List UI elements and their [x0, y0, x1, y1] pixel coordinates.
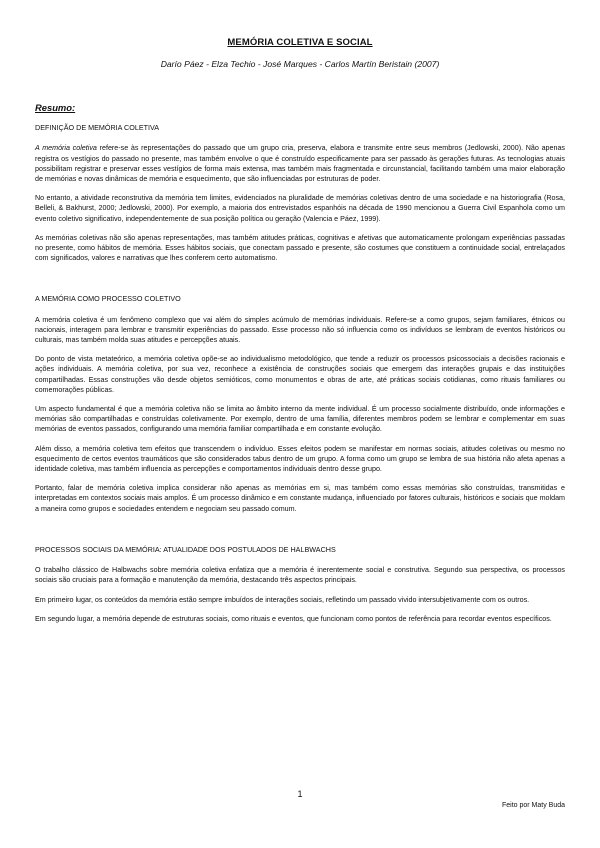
paragraph: Portanto, falar de memória coletiva implica considerar não apenas as memórias em si, mas também como essas memórias são construídas, transmitidas e interpretadas em contextos sociais mais amplos. É um processo dinâmico e em constante mudança, influenciado por fatores culturais, históricos e sociais que moldam a maneira como grupos e sociedades entendem e negociam seu passado comum.: [35, 484, 565, 513]
document-title: MEMÓRIA COLETIVA E SOCIAL: [227, 37, 373, 48]
page-number: 1: [297, 789, 303, 799]
section-heading-halbwachs: PROCESSOS SOCIAIS DA MEMÓRIA: ATUALIDADE DOS POSTULADOS DE HALBWACHS: [35, 544, 336, 554]
paragraph: No entanto, a atividade reconstrutiva da memória tem limites, evidenciados na pluralidade de memórias coletivas dentro de uma sociedade e na historiografia (Rosa, Belleli, & Bakhurst, 2000; Jedlowski, 2000). Por exemplo, a maioria dos entrevistados espanhóis na década de 1990 mencionou a Guerra Civil Espanhola como um evento coletivo significativo, independentemente de sua posição política ou geração (Valencia e Páez, 1999).: [35, 194, 565, 223]
paragraph: Um aspecto fundamental é que a memória coletiva não se limita ao âmbito interno da mente individual. É um processo socialmente distribuído, onde informações e memórias são compartilhadas e construídas coletivamente. Por exemplo, dentro de uma família, diferentes membros podem se lembrar e complementar em suas memórias de eventos passados, configurando uma memória familiar compartilhada e em constante evolução.: [35, 405, 565, 434]
footer-credit: Feito por Maty Buda: [501, 802, 565, 809]
section-heading-collective-process: A MEMÓRIA COMO PROCESSO COLETIVO: [35, 294, 181, 304]
paragraph-text: refere-se às representações do passado que um grupo cria, preserva, elabora e transmite entre seus membros (Jedlowski, 2000). Não apenas registra os vestígios do passado no presente, mas também envolve o que é construído especificamente para ser passado às gerações futuras. As tecnologias atuais possibilitam registrar e preservar esses vestígios de forma mais extensa, mas também mais fragmentada e circunstancial, facilitando também uma maior elaboração de memórias e novas dinâmicas de memória e esquecimento, que são influenciadas por estruturas de poder.: [35, 144, 566, 184]
paragraph-term: A memória coletiva: [35, 144, 97, 153]
paragraph: [35, 143, 565, 184]
paragraph: Do ponto de vista metateórico, a memória coletiva opõe-se ao individualismo metodológico, que tende a reduzir os processos psicossociais a decisões racionais e ações individuais. A memória coletiva, por sua vez, reconhece a existência de construções sociais que emergem das interações grupais e das instituições compartilhadas. Essas construções vão desde objetos semióticos, como monumentos e obras de arte, até práticas sociais cotidianas, como rituais familiares ou comemorações públicas.: [35, 355, 565, 394]
paragraph: Em segundo lugar, a memória depende de estruturas sociais, como rituais e eventos, que funcionam como pontos de referência para recordar eventos específicos.: [35, 614, 552, 623]
section-heading-definition: DEFINIÇÃO DE MEMÓRIA COLETIVA: [35, 123, 160, 133]
document-body: [35, 103, 565, 633]
paragraph: Em primeiro lugar, os conteúdos da memória estão sempre imbuídos de interações sociais, refletindo um passado vivido intersubjetivamente com os outros.: [35, 595, 530, 604]
paragraph: O trabalho clássico de Halbwachs sobre memória coletiva enfatiza que a memória é inerentemente social e construtiva. Segundo sua perspectiva, os processos sociais são cruciais para a formação e manutenção da memória, destacando três aspectos principais.: [35, 566, 565, 585]
paragraph: Além disso, a memória coletiva tem efeitos que transcendem o indivíduo. Esses efeitos podem se manifestar em normas sociais, atitudes coletivas ou mesmo no esquecimento de certos eventos traumáticos que são considerados tabus dentro de um grupo. A forma como um grupo se lembra de sua história não afeta apenas a identidade coletiva, mas também influencia as percepções e comportamentos individuais dentro desse grupo.: [35, 444, 565, 474]
document-authors: Darío Páez - Elza Techio - José Marques - Carlos Martín Beristain (2007): [160, 59, 440, 69]
summary-label: Resumo:: [35, 102, 76, 113]
paragraph: As memórias coletivas não são apenas representações, mas também atitudes práticas, cognitivas e afetivas que automaticamente prolongam experiências passadas no presente, como hábitos de memória. Esses hábitos sociais, que conectam passado e presente, são costumes que constituem a continuidade social, entrelaçados com significados, valores e narrativas que lhes conferem certo automatismo.: [35, 233, 565, 263]
paragraph: A memória coletiva é um fenômeno complexo que vai além do simples acúmulo de memórias individuais. Refere-se a como grupos, sejam familiares, étnicos ou nacionais, interagem para lembrar e transmitir experiências do passado. Esse processo não só influencia como os indivíduos se lembram de eventos históricos ou culturais, mas também molda suas atitudes e percepções atuais.: [35, 315, 565, 345]
